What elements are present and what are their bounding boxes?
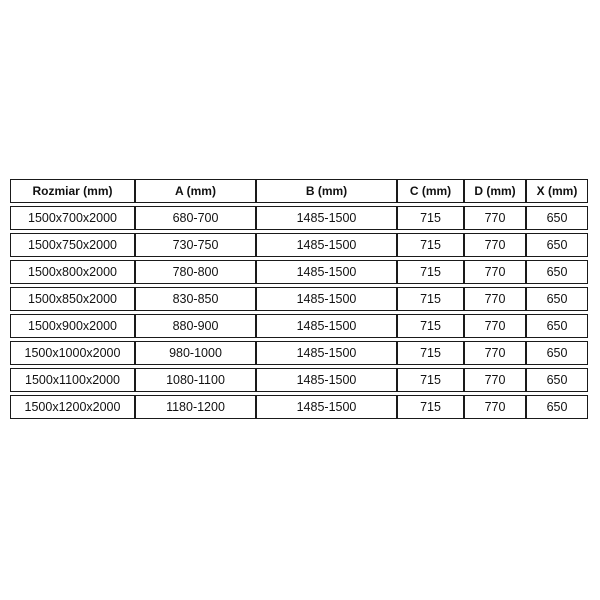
table-cell-size: 1500x800x2000	[10, 260, 134, 284]
table-cell-d: 770	[463, 206, 525, 230]
table-row	[10, 260, 588, 284]
table-cell-size: 1500x1000x2000	[10, 341, 134, 365]
table-cell-b: 1485-1500	[255, 260, 396, 284]
table-cell-d: 770	[463, 341, 525, 365]
table-cell-b: 1485-1500	[255, 368, 396, 392]
dimensions-table	[10, 176, 588, 422]
table-row	[10, 395, 588, 419]
table-cell-a: 830-850	[134, 287, 255, 311]
table-row	[10, 206, 588, 230]
table-cell-d: 770	[463, 260, 525, 284]
table-cell-a: 880-900	[134, 314, 255, 338]
table-cell-c: 715	[396, 314, 463, 338]
table-cell-size: 1500x1100x2000	[10, 368, 134, 392]
table-cell-a: 1180-1200	[134, 395, 255, 419]
table-cell-x: 650	[525, 314, 588, 338]
table-cell-b: 1485-1500	[255, 287, 396, 311]
table-cell-c: 715	[396, 260, 463, 284]
table-cell-d: 770	[463, 395, 525, 419]
table-cell-size: 1500x1200x2000	[10, 395, 134, 419]
column-header-c: C (mm)	[396, 179, 463, 203]
table-cell-size: 1500x900x2000	[10, 314, 134, 338]
table-cell-a: 980-1000	[134, 341, 255, 365]
table-cell-b: 1485-1500	[255, 341, 396, 365]
table-cell-b: 1485-1500	[255, 314, 396, 338]
table-cell-d: 770	[463, 314, 525, 338]
table-cell-d: 770	[463, 287, 525, 311]
table-cell-x: 650	[525, 287, 588, 311]
dimensions-table-container	[10, 176, 588, 422]
table-cell-b: 1485-1500	[255, 206, 396, 230]
table-header-row	[10, 179, 588, 203]
table-cell-x: 650	[525, 395, 588, 419]
table-cell-d: 770	[463, 368, 525, 392]
table-cell-c: 715	[396, 395, 463, 419]
table-cell-c: 715	[396, 233, 463, 257]
table-cell-a: 780-800	[134, 260, 255, 284]
table-cell-size: 1500x700x2000	[10, 206, 134, 230]
table-cell-x: 650	[525, 368, 588, 392]
table-cell-c: 715	[396, 341, 463, 365]
column-header-a: A (mm)	[134, 179, 255, 203]
table-cell-x: 650	[525, 206, 588, 230]
table-cell-x: 650	[525, 233, 588, 257]
table-cell-d: 770	[463, 233, 525, 257]
table-body	[10, 206, 588, 419]
table-cell-c: 715	[396, 287, 463, 311]
table-row	[10, 233, 588, 257]
table-cell-c: 715	[396, 368, 463, 392]
table-cell-b: 1485-1500	[255, 395, 396, 419]
table-cell-c: 715	[396, 206, 463, 230]
table-cell-b: 1485-1500	[255, 233, 396, 257]
column-header-b: B (mm)	[255, 179, 396, 203]
table-row	[10, 314, 588, 338]
table-row	[10, 287, 588, 311]
table-cell-a: 730-750	[134, 233, 255, 257]
table-cell-size: 1500x750x2000	[10, 233, 134, 257]
table-cell-x: 650	[525, 260, 588, 284]
table-cell-size: 1500x850x2000	[10, 287, 134, 311]
table-cell-a: 1080-1100	[134, 368, 255, 392]
column-header-d: D (mm)	[463, 179, 525, 203]
table-cell-x: 650	[525, 341, 588, 365]
table-row	[10, 341, 588, 365]
column-header-size: Rozmiar (mm)	[10, 179, 134, 203]
table-cell-a: 680-700	[134, 206, 255, 230]
table-row	[10, 368, 588, 392]
column-header-x: X (mm)	[525, 179, 588, 203]
